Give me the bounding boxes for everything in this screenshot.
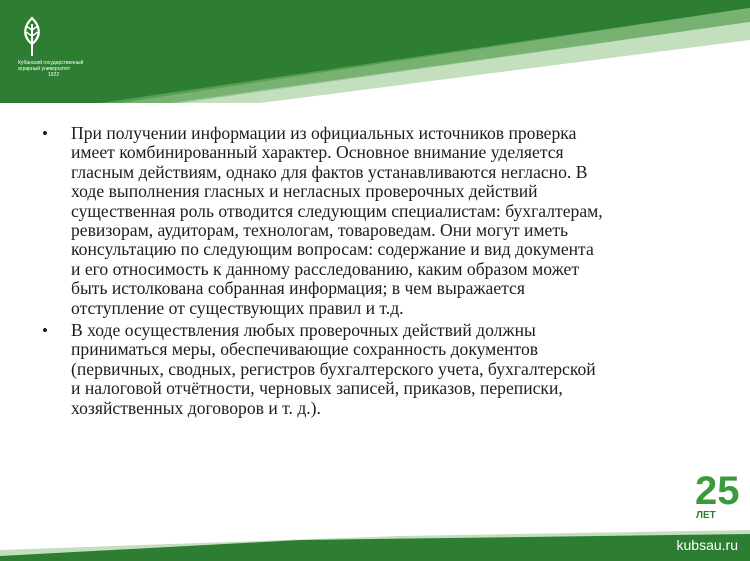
text-line: существенная роль отводится следующим специалистам: бухгалтерам, xyxy=(71,200,603,221)
header-band xyxy=(0,0,750,103)
bullet-item xyxy=(40,321,710,418)
text-line: хозяйственных договоров и т. д.). xyxy=(71,397,321,418)
university-name xyxy=(18,60,108,78)
text-line: консультацию по следующим вопросам: содержание и вид документа xyxy=(71,239,594,260)
wheat-leaf-icon xyxy=(18,16,46,58)
text-line: ходе выполнения гласных и негласных проверочных действий xyxy=(71,181,538,202)
badge-word: ЛЕТ xyxy=(696,510,716,521)
university-logo xyxy=(18,16,82,86)
footer-site-link[interactable]: kubsau.ru xyxy=(676,537,738,553)
text-line: быть истолкована собранная информация; в чем выражается xyxy=(71,278,525,299)
anniversary-badge xyxy=(693,462,743,522)
text-line: гласным действиям, однако для фактов устанавливаются негласно. В xyxy=(71,161,588,182)
text-line: При получении информации из официальных источников проверка xyxy=(71,123,577,143)
text-line: ревизорам, аудиторам, технологам, товароведам. Они могут иметь xyxy=(71,220,569,241)
bullet-icon: • xyxy=(42,321,48,341)
text-line: и налоговой отчётности, черновых записей, приказов, переписки, xyxy=(71,378,563,399)
logo-name-line: аграрный университет xyxy=(18,66,71,72)
text-line: приниматься меры, обеспечивающие сохранность документов xyxy=(71,339,539,360)
bullet-text xyxy=(71,321,710,418)
text-line: (первичных, сводных, регистров бухгалтерского учета, бухгалтерской xyxy=(71,358,596,379)
badge-number: 25 xyxy=(695,469,740,513)
footer-band xyxy=(0,530,750,561)
text-line: отступление от существующих правил и т.д. xyxy=(71,297,404,318)
footer-background xyxy=(0,530,750,561)
header-background xyxy=(0,0,750,103)
text-line: и его относимость к данному расследованию, каким образом может xyxy=(71,258,580,279)
bullet-item xyxy=(40,124,710,318)
logo-name-line: Кубанский государственный xyxy=(18,60,84,66)
slide-body xyxy=(40,124,710,421)
text-line: В ходе осуществления любых проверочных действий должны xyxy=(71,320,536,341)
logo-year: 1922 xyxy=(48,72,60,78)
text-line: имеет комбинированный характер. Основное внимание уделяется xyxy=(71,142,564,163)
bullet-text xyxy=(71,124,710,318)
bullet-icon: • xyxy=(42,124,48,143)
anniversary-badge-graphic xyxy=(693,462,743,522)
